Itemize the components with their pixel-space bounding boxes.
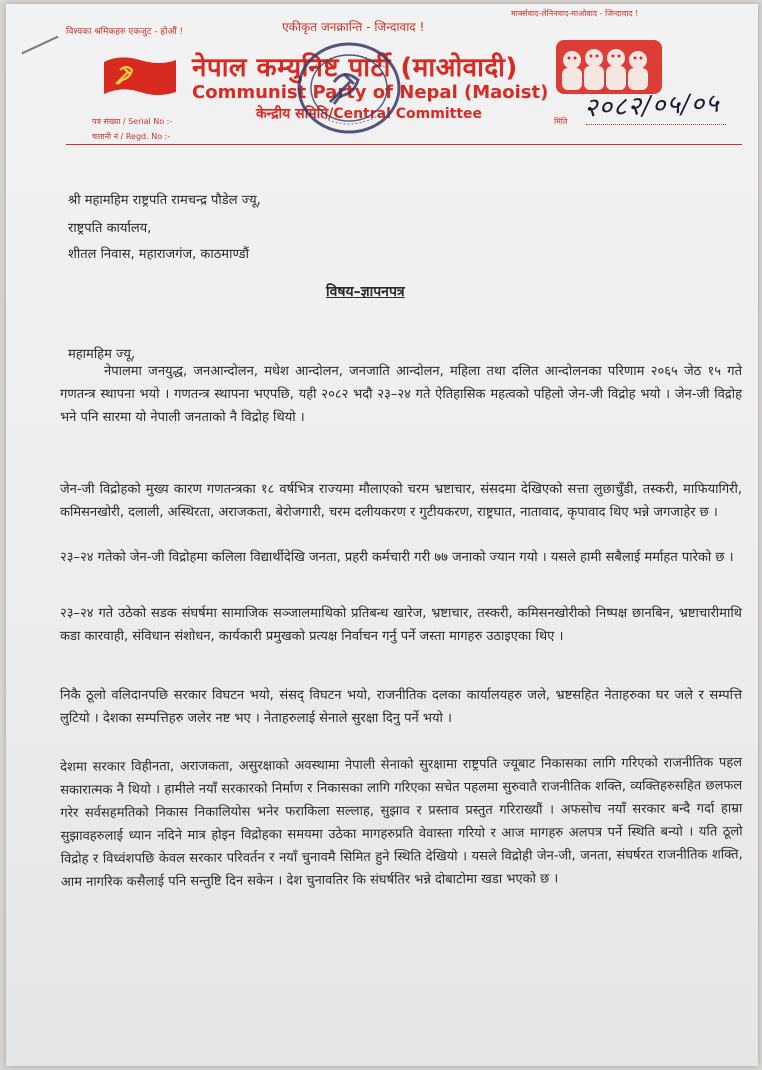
address-line-2: राष्ट्रपति कार्यालय,	[68, 221, 152, 236]
party-name-english: Communist Party of Nepal (Maoist)	[192, 82, 549, 103]
address-line-3: शीतल निवास, महाराजगंज, काठमाण्डौं	[68, 247, 249, 262]
address-line-1: श्री महामहिम राष्ट्रपति रामचन्द्र पौडेल ज्यू,	[68, 193, 261, 208]
paragraph-6: देशमा सरकार विहीनता, अराजकता, असुरक्षाको अवस्थामा नेपाली सेनाको सुरक्षामा राष्ट्रपति ज्यूबाट निकासका लागि गरिएको राजनीतिक पहल सकारात्मक नै थियो । हामीले नयाँ सरकारको निर्माण र निकासका लागि गरिएका सचेत पहलमा सुरुवातै राजनीतिक शक्ति, व्यक्तिहरुसहित छलफल गरेर सर्वसहमतिको निकास निकालियोस भनेर फराकिला सल्लाह, सुझाव र प्रस्ताव प्रस्तुत गरिराख्यौं । अफसोच नयाँ सरकार बन्दै गर्दा हाम्रा सुझावहरुलाई ध्यान नदिने मात्र होइन विद्रोहका समयमा उठेका मागहरुप्रति वेवास्ता गरियो र आज मागहरु अलपत्र पर्ने स्थिति बन्यो । यति ठूलो विद्रोह र विध्वंशपछि केवल सरकार परिवर्तन र नयाँ चुनावमै सिमित हुने स्थिति देखियो । यसले विद्रोही जेन-जी, जनता, संघर्षरत राजनीतिक शक्ति, आम नागरिक कसैलाई पनि सन्तुष्टि दिन सकेन । देश चुनावतिर कि संघर्षतिर भन्ने दोबाटोमा खडा भएको छ ।	[60, 755, 743, 890]
motto-right: मार्क्सवाद-लेनिनवाद-माओवाद - जिन्दावाद !	[511, 9, 639, 18]
paragraph-5: निकै ठूलो वलिदानपछि सरकार विघटन भयो, संसद् विघटन भयो, राजनीतिक दलका कार्यालयहरु जले, भ्रष्टसहित नेताहरुका घर जले र सम्पत्ति लुटियो । देशका सम्पत्तिहरु जलेर नष्ट भए । नेताहरुलाई सेनाले सुरक्षा दिनु पर्ने भयो ।	[60, 688, 742, 726]
hammer-sickle-flag-icon	[100, 54, 178, 100]
letterhead-divider	[66, 144, 742, 145]
date-underline	[586, 124, 726, 125]
pen-stroke-mark	[21, 36, 58, 55]
subject-heading: विषय–ज्ञापनपत्र	[326, 284, 405, 300]
regd-no-label: चलानी नं / Regd. No :-	[92, 132, 171, 141]
motto-center: एकीकृत जनक्रान्ति - जिन्दावाद !	[282, 20, 425, 34]
paragraph-1: नेपालमा जनयुद्ध, जनआन्दोलन, मधेश आन्दोलन, जनजाति आन्दोलन, महिला तथा दलित आन्दोलनका परिणाम २०६५ जेठ १५ गते गणतन्त्र स्थापना भयो । गणतन्त्र स्थापना भएपछि, यही २०८२ भदौ २३–२४ गते ऐतिहासिक महत्वको पहिलो जेन-जी विद्रोह भयो । जेन-जी विद्रोह भने पनि सारमा यो नेपाली जनताको नै विद्रोह थियो ।	[60, 364, 742, 425]
central-committee-label: केन्द्रीय समिति/Central Committee	[256, 106, 483, 122]
salutation: महामहिम ज्यू,	[68, 347, 136, 362]
date-label: मिति	[554, 117, 568, 126]
party-name-nepali: नेपाल कम्युनिष्ट पार्टी (माओवादी)	[192, 53, 518, 83]
motto-left: विश्वका श्रमिकहरु एकजुट - होऔं !	[66, 27, 184, 37]
paragraph-3: २३–२४ गतेको जेन-जी विद्रोहमा कलिला विद्यार्थीदेखि जनता, प्रहरी कर्मचारी गरी ७७ जनाको ज्यान गयो । यसले हामी सबैलाई मर्माहत पारेको छ ।	[60, 550, 734, 565]
serial-no-label: पत्र संख्या / Serial No :-	[92, 117, 173, 126]
letter-paper	[6, 4, 758, 1066]
handwritten-date: २०८२/०५/०५	[583, 88, 721, 124]
paragraph-4: २३–२४ गते उठेको सडक संघर्षमा सामाजिक सञ्जालमाथिको प्रतिबन्ध खारेज, भ्रष्टाचार, तस्करी, कमिसनखोरीको निष्पक्ष छानबिन, भ्रष्टाचारीमाथि कडा कारवाही, संविधान संशोधन, कार्यकारी प्रमुखको प्रत्यक्ष निर्वाचन गर्नु पर्ने जस्ता मागहरु उठाइएका थिए ।	[60, 606, 742, 644]
paragraph-2: जेन-जी विद्रोहको मुख्य कारण गणतन्त्रका १८ वर्षभित्र राज्यमा मौलाएको चरम भ्रष्टाचार, संसदमा देखिएको सत्ता लुछाचुँडी, तस्करी, माफियागिरी, कमिसनखोरी, दलाली, अस्थिरता, अराजकता, बेरोजगारी, चरम दलीयकरण र गुटीयकरण, राष्ट्रघात, नातावाद, कृपावाद थिए भन्ने जगजाहेर छ ।	[60, 482, 742, 520]
party-seal-stamp-icon	[294, 38, 404, 138]
